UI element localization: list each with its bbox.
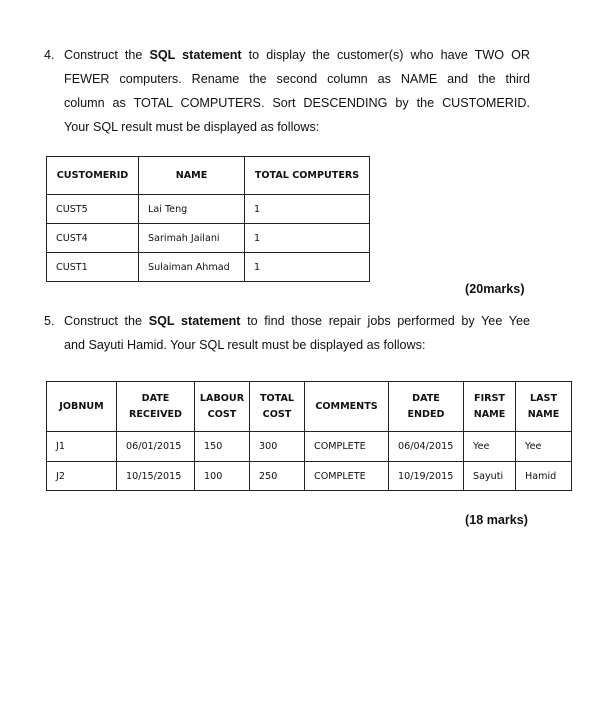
header-text: FIRST bbox=[474, 392, 505, 404]
table-cell: 250 bbox=[250, 462, 305, 491]
table-cell: Yee bbox=[464, 432, 516, 462]
header-text: DATE bbox=[141, 392, 170, 404]
table-cell: 1 bbox=[245, 253, 370, 282]
table-cell: 06/04/2015 bbox=[389, 432, 464, 462]
header-text: COMMENTS bbox=[315, 400, 378, 412]
column-header-comments bbox=[305, 382, 389, 432]
column-header-first-name bbox=[464, 382, 516, 432]
question-4-text: to display the customer(s) who have TWO OR bbox=[241, 48, 530, 62]
header-text: TOTAL bbox=[259, 392, 295, 404]
header-text: RECEIVED bbox=[128, 408, 183, 420]
table-cell: Sulaiman Ahmad bbox=[139, 253, 245, 282]
question-4-emphasis: SQL statement bbox=[149, 48, 242, 62]
table-header-row bbox=[47, 157, 370, 195]
question-4-line-2: FEWER computers. Rename the second column as NAME and the third bbox=[64, 72, 530, 86]
column-header-date-ended bbox=[389, 382, 464, 432]
question-4-text: Construct the bbox=[64, 48, 150, 62]
table-cell: Hamid bbox=[516, 462, 572, 491]
table-cell: Yee bbox=[516, 432, 572, 462]
table-cell: CUST5 bbox=[47, 195, 139, 224]
table-row bbox=[47, 224, 370, 253]
question-5-text: to find those repair jobs performed by Yee Yee bbox=[240, 314, 530, 328]
table-cell: 100 bbox=[195, 462, 250, 491]
table-cell: 06/01/2015 bbox=[117, 432, 195, 462]
table-cell: J1 bbox=[47, 432, 117, 462]
question-4-line-4: Your SQL result must be displayed as follows: bbox=[64, 120, 320, 134]
question-5-marks: (18 marks) bbox=[465, 513, 529, 527]
table-cell: COMPLETE bbox=[305, 462, 389, 491]
table-row bbox=[47, 462, 572, 491]
table-cell: CUST4 bbox=[47, 224, 139, 253]
question-5-emphasis: SQL statement bbox=[148, 314, 241, 328]
question-4-line-3: column as TOTAL COMPUTERS. Sort DESCENDING by the CUSTOMERID. bbox=[64, 96, 530, 110]
table-cell: COMPLETE bbox=[305, 432, 389, 462]
table-cell: Sayuti bbox=[464, 462, 516, 491]
header-text: NAME bbox=[473, 408, 506, 420]
table-cell: 300 bbox=[250, 432, 305, 462]
table-cell: J2 bbox=[47, 462, 117, 491]
table-cell: 10/19/2015 bbox=[389, 462, 464, 491]
header-text: ENDED bbox=[407, 408, 445, 420]
header-text: COST bbox=[207, 408, 237, 420]
question-5-text: Construct the bbox=[64, 314, 149, 328]
header-text: COST bbox=[262, 408, 292, 420]
customer-result-table bbox=[46, 156, 370, 282]
question-4-marks: (20marks) bbox=[465, 282, 525, 296]
column-header-name: NAME bbox=[139, 157, 245, 195]
table-cell: Sarimah Jailani bbox=[139, 224, 245, 253]
table-cell: 10/15/2015 bbox=[117, 462, 195, 491]
column-header-total-cost bbox=[250, 382, 305, 432]
table-header-row bbox=[47, 382, 572, 432]
question-4-number: 4. bbox=[44, 48, 55, 62]
column-header-last-name bbox=[516, 382, 572, 432]
table-cell: 150 bbox=[195, 432, 250, 462]
table-row bbox=[47, 253, 370, 282]
column-header-jobnum bbox=[47, 382, 117, 432]
column-header-labour-cost bbox=[195, 382, 250, 432]
table-row bbox=[47, 195, 370, 224]
header-text: LABOUR bbox=[199, 392, 245, 404]
header-text: JOBNUM bbox=[59, 400, 104, 412]
question-5-number: 5. bbox=[44, 314, 55, 328]
repair-jobs-result-table bbox=[46, 381, 572, 491]
header-text: DATE bbox=[412, 392, 440, 404]
table-row bbox=[47, 432, 572, 462]
column-header-total-computers: TOTAL COMPUTERS bbox=[245, 157, 370, 195]
header-text: LAST bbox=[530, 392, 557, 404]
column-header-date-received bbox=[117, 382, 195, 432]
table-cell: CUST1 bbox=[47, 253, 139, 282]
question-5-line-1 bbox=[64, 309, 530, 333]
table-cell: 1 bbox=[245, 224, 370, 253]
column-header-customerid: CUSTOMERID bbox=[47, 157, 139, 195]
table-cell: Lai Teng bbox=[139, 195, 245, 224]
header-text: NAME bbox=[527, 408, 560, 420]
question-4-line-1 bbox=[64, 43, 530, 67]
question-5-line-2: and Sayuti Hamid. Your SQL result must be displayed as follows: bbox=[64, 338, 426, 352]
table-cell: 1 bbox=[245, 195, 370, 224]
